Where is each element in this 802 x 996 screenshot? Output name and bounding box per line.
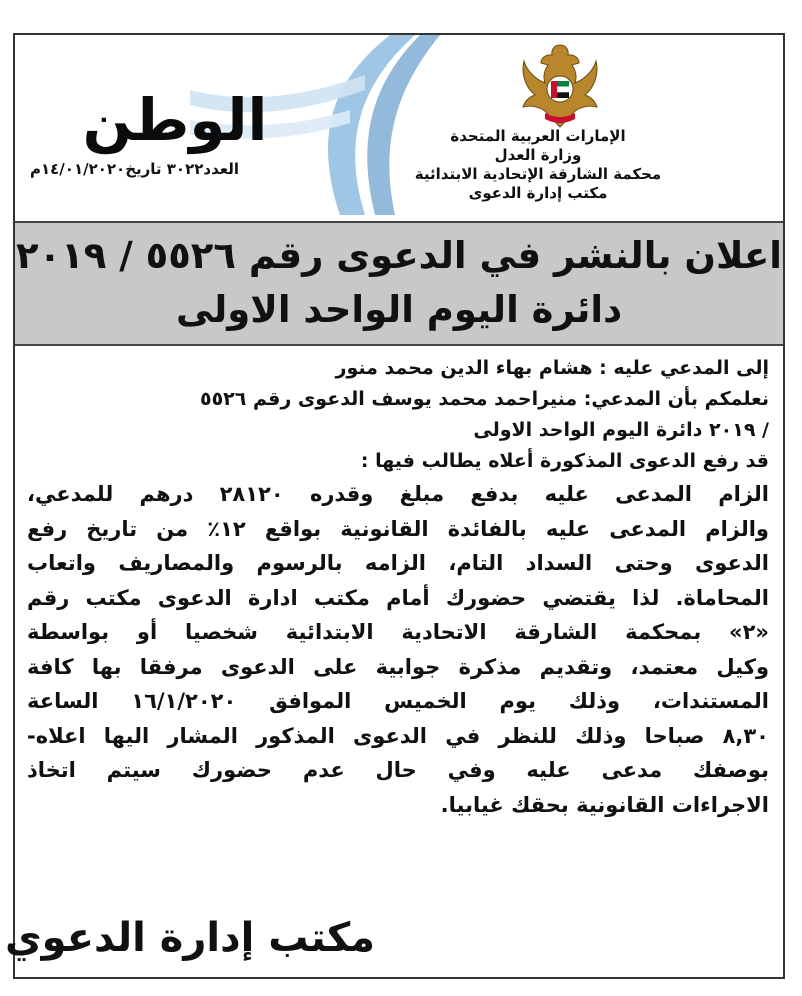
uae-emblem-icon — [515, 41, 605, 131]
paragraph-line: المحاماة. لذا يقتضي حضورك أمام مكتب ادارة الدعوى مكتب رقم — [27, 585, 769, 610]
paragraph-line: بوصفك مدعى عليه وفي حال عدم حضورك سيتم اتخاذ — [27, 758, 769, 782]
paragraph-line: «٢» بمحكمة الشارقة الاتحادية الابتدائية شخصيا أو بواسطة — [27, 620, 769, 644]
announcement-body — [27, 353, 769, 822]
paragraph-line: ٨,٣٠ صباحا وذلك للنظر في الدعوى المذكور المشار اليها اعلاه- — [27, 723, 769, 748]
paragraph-line: الاجراءات القانونية بحقك غيابيا. — [440, 792, 769, 817]
body-line: قد رفع الدعوى المذكورة أعلاه يطالب فيها : — [360, 450, 769, 472]
paragraph-line: الزام المدعى عليه بدفع مبلغ وقدره ٢٨١٢٠ درهم للمدعي، — [27, 482, 769, 506]
header — [15, 35, 783, 221]
paragraph-line: والزام المدعى عليه بالفائدة القانونية بواقع ١٢٪ من تاريخ رفع — [27, 516, 769, 541]
body-line: نعلمكم بأن المدعي: منيراحمد محمد يوسف الدعوى رقم ٥٥٢٦ — [199, 388, 769, 410]
issue-info: العدد٣٠٢٢ تاريخ١٤/٠١/٢٠٢٠م — [30, 160, 240, 178]
body-line: / ٢٠١٩ دائرة اليوم الواحد الاولى — [473, 419, 769, 441]
office-signature: مكتب إدارة الدعوي — [4, 915, 375, 961]
circuit-title: دائرة اليوم الواحد الاولى — [175, 288, 623, 331]
newspaper-logo: الوطن — [82, 86, 268, 154]
body-line: إلى المدعي عليه : هشام بهاء الدين محمد منور — [335, 357, 769, 379]
gov-line: الإمارات العربية المتحدة — [450, 127, 626, 145]
gov-line: محكمة الشارقة الإتحادية الابتدائية — [414, 165, 662, 183]
title-band — [15, 221, 783, 346]
gov-line: وزارة العدل — [494, 146, 582, 164]
paragraph-line: وكيل معتمد، وتقديم مذكرة جوابية على الدعوى مرفقا بها كافة — [27, 654, 769, 679]
paragraph-line: المستندات، وذلك يوم الخميس الموافق ١٦/١/٢٠٢٠ الساعة — [27, 689, 769, 713]
gov-line: مكتب إدارة الدعوى — [468, 184, 608, 202]
announcement-title: اعلان بالنشر في الدعوى رقم ٥٥٢٦ / ٢٠١٩ — [16, 234, 782, 277]
paragraph-line: الدعوى وحتى السداد التام، الزامه بالرسوم والمصاريف واتعاب — [27, 551, 769, 575]
ministry-header — [373, 127, 703, 203]
announcement-frame — [4, 33, 785, 979]
